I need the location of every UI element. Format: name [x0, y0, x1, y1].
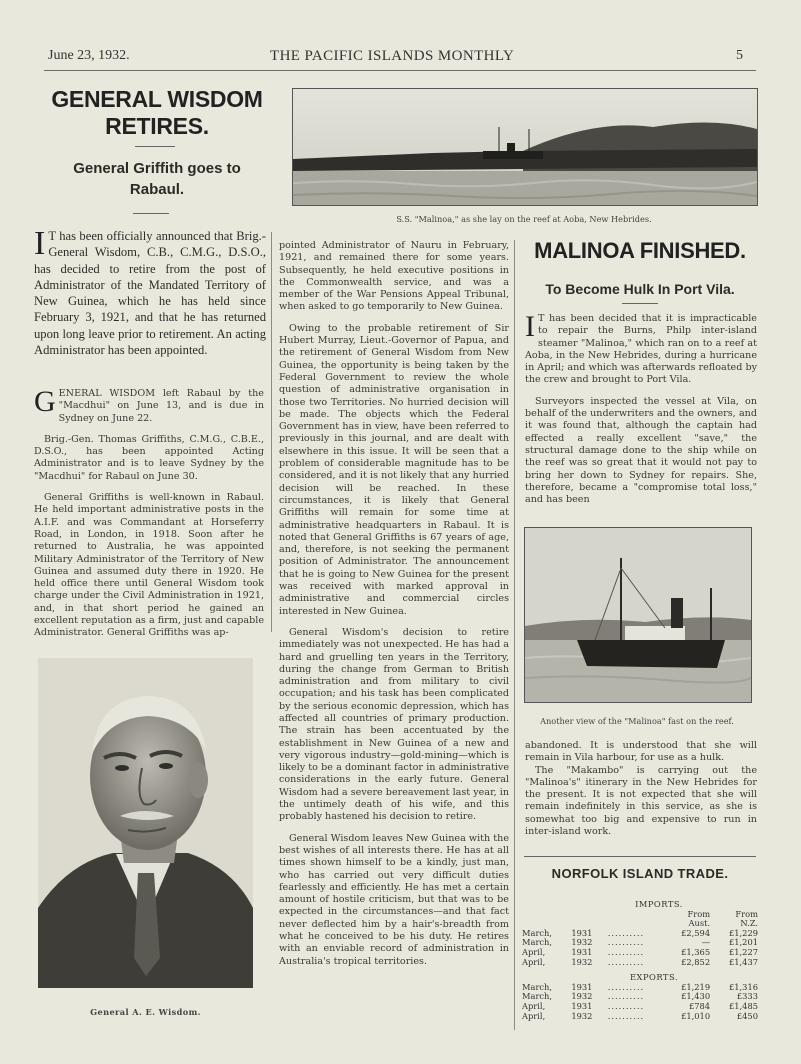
table-row: April, 1932 .......... £2,852 £1,437: [522, 956, 758, 967]
wisdom-subhead-line1: General Griffith goes to: [73, 160, 241, 177]
table-row: March, 1931 .......... £2,594 £1,229: [522, 927, 758, 938]
column-divider: [271, 232, 272, 632]
trade-table-grid: [520, 900, 760, 1021]
exports-label: EXPORTS.: [629, 972, 678, 983]
wisdom-headline: [46, 86, 268, 140]
table-row: April, 1931 .......... £1,365 £1,227: [522, 946, 758, 957]
drop-cap: I: [34, 225, 46, 262]
malinoa-para-2: Surveyors inspected the vessel at Vila, on behalf of the underwriters and the owners, and it was found that, although the captain had effected a really excellent "save," the structural damage done to the ship while on the reef was so great that it would not pay to bring her down to Sydney for repairs. She, therefore, became a "compromise total loss," and has been: [525, 395, 757, 506]
wisdom-subhead-line2: Rabaul.: [129, 181, 185, 198]
portrait-photo: [38, 658, 253, 988]
ship-second-caption: Another view of the "Malinoa" fast on the reef.: [540, 716, 734, 726]
ship-photo-caption: S.S. "Malinoa," as she lay on the reef at Aoba, New Hebrides.: [396, 214, 652, 224]
column-divider: [514, 240, 515, 1030]
headline-rule: [135, 146, 175, 147]
malinoa-text-bottom: [525, 740, 757, 847]
wisdom-col2-para-1: pointed Administrator of Nauru in February, 1921, and remained there for some years. Subsequently, he held executive positions in the Commonwealth service, and was a member of the War Pensions Appeal Tribunal, when asked to go temporarily to New Guinea.: [279, 240, 509, 313]
subhead-rule: [622, 303, 658, 304]
table-row: April, 1932 .......... £1,010 £450: [522, 1010, 758, 1021]
table-row: April, 1931 .......... £784 £1,485: [522, 1000, 758, 1011]
ship-second-view-photo: [524, 527, 752, 703]
ship-photo-image: [293, 89, 757, 205]
wisdom-col2-para-3: General Wisdom's decision to retire immediately was not unexpected. He has had a hard and gruelling ten years in the Territory, during the change from German to British administration and from military to civil occupation; and his task has been complicated by the serious economic depression, which has affected all countries of primary production. The strain has been accentuated by the establishment in New Guinea of a new and very vigorous industry—gold-mining—which is likely to be a dominant factor in administrative considerations in the early future. General Wisdom had a severe bereavement last year, in the untimely death of his wife, and this probably hastened his decision to retire.: [279, 626, 509, 823]
malinoa-subhead: To Become Hulk In Port Vila.: [545, 281, 735, 297]
malinoa-headline: MALINOA FINISHED.: [534, 238, 746, 263]
drop-cap: I: [525, 310, 535, 343]
wisdom-para-4: General Griffiths is well-known in Rabaul. He held important administrative posts in the A.I.F. and was Commandant at Horseferry Road, in London, in 1918. Soon after he returned to Australia, he was appointed Military Administrator of the Territory of New Guinea and assumed duty there in 1920. He held office there until General Wisdom took charge under the Civil Administration in 1921, and, in that short period he gained an excellent reputation as a firm, just and capable Administrator. General Griffiths was ap-: [34, 492, 264, 639]
portrait-caption: General A. E. Wisdom.: [90, 1007, 201, 1017]
wisdom-headline-line2: RETIRES.: [105, 113, 209, 139]
wisdom-col2-para-2: Owing to the probable retirement of Sir Hubert Murray, Lieut.-Governor of Papua, and the retirement of General Wisdom from New Guinea, the opportunity is being taken by the Federal Government to review the whole question of administrative organisation in those two Territories. No hurried decision will be made. The objects which the Federal Government has in view, have been referred to previously in this journal, and are dealt with elsewhere in this issue. It will be seen that a problem of considerable magnitude has to be considered, and it is not likely that any hurried decision will be reached. In these circumstances, it is likely that General Griffiths will remain for some time at administrative headquarters in Rabaul. It is noted that General Griffiths is 67 years of age, and, therefore, is not seeking the permanent position of Administrator. The announcement that he is going to New Guinea for the present was received with marked approval in administrative and commercial circles interested in New Guinea.: [279, 322, 509, 617]
ship-second-image: [525, 528, 751, 702]
wisdom-left-column-text: [34, 385, 264, 649]
malinoa-para-4: The "Makambo" is carrying out the "Malinoa's" itinerary in the New Hebrides for the present. It is not expected that she will remain indefinitely in this service, as she is somewhat too big and expensive to run in inter-island work.: [525, 764, 757, 838]
wisdom-subhead: [46, 158, 268, 200]
col-aust-header-2: Aust.: [688, 918, 711, 929]
malinoa-lead-paragraph: I T has been decided that it is impracticable to repair the Burns, Philp inter-island steamer "Malinoa," which ran on to a reef at Aoba, in the New Hebrides, during a hurricane in April; and which was afterwards refloated by the crew and brought to Port Vila.: [525, 310, 757, 386]
publication-title: THE PACIFIC ISLANDS MONTHLY: [270, 48, 515, 64]
wisdom-headline-line1: GENERAL WISDOM: [51, 86, 263, 112]
issue-date: June 23, 1932.: [48, 48, 130, 63]
col-aust-header-1: From: [687, 908, 711, 919]
subhead-rule: [133, 213, 169, 214]
col-nz-header-2: N.Z.: [740, 918, 758, 929]
table-row: March, 1932 .......... £1,430 £333: [522, 991, 758, 1002]
trade-top-rule: [524, 856, 756, 857]
imports-label: IMPORTS.: [635, 899, 683, 909]
header-rule: [44, 70, 756, 71]
ship-on-reef-photo: [292, 88, 758, 206]
trade-title: NORFOLK ISLAND TRADE.: [551, 866, 729, 881]
wisdom-middle-column-text: [279, 240, 509, 977]
wisdom-para-3: Brig.-Gen. Thomas Griffiths, C.M.G., C.B.E., D.S.O., has been appointed Acting Administrator and is to leave Sydney by the "Macdhui" for Rabaul on June 30.: [34, 433, 264, 482]
wisdom-lead-paragraph: I T has been officially announced that Brig.-General Wisdom, C.B., C.M.G., D.S.O., has decided to retire from the post of Administrator of the Mandated Territory of New Guinea, which he has held since February 3, 1921, and that he has returned upon long leave prior to retirement. An acting Administrator has been appointed.: [34, 225, 266, 358]
wisdom-para-2: GENERAL WISDOM left Rabaul by the "Macdhui" on June 13, and is due in Sydney on June 22.: [34, 385, 264, 424]
wisdom-col2-para-4: General Wisdom leaves New Guinea with the best wishes of all interests there. He has at all times shown himself to be a kindly, just man, who has carried out very difficult duties fearlessly and efficiently. He has met a certain amount of hostile criticism, but that was to be expected in the circumstances—and that fact never deflected him by a hair's-breadth from what he conceived to be his duty. He retires with an enviable record of administration in Australia's tropical territories.: [279, 832, 509, 967]
trade-table: [520, 900, 760, 1021]
portrait-image: [38, 658, 253, 988]
col-nz-header-1: From: [735, 908, 758, 919]
drop-cap: G: [34, 385, 56, 418]
page-number: 5: [736, 48, 743, 63]
table-row: March, 1932 .......... — £1,201: [522, 937, 758, 948]
malinoa-text-top: [525, 310, 757, 515]
table-row: March, 1931 .......... £1,219 £1,316: [522, 981, 758, 992]
malinoa-para-3: abandoned. It is understood that she will remain in Vila harbour, for use as a hulk.: [525, 740, 757, 764]
